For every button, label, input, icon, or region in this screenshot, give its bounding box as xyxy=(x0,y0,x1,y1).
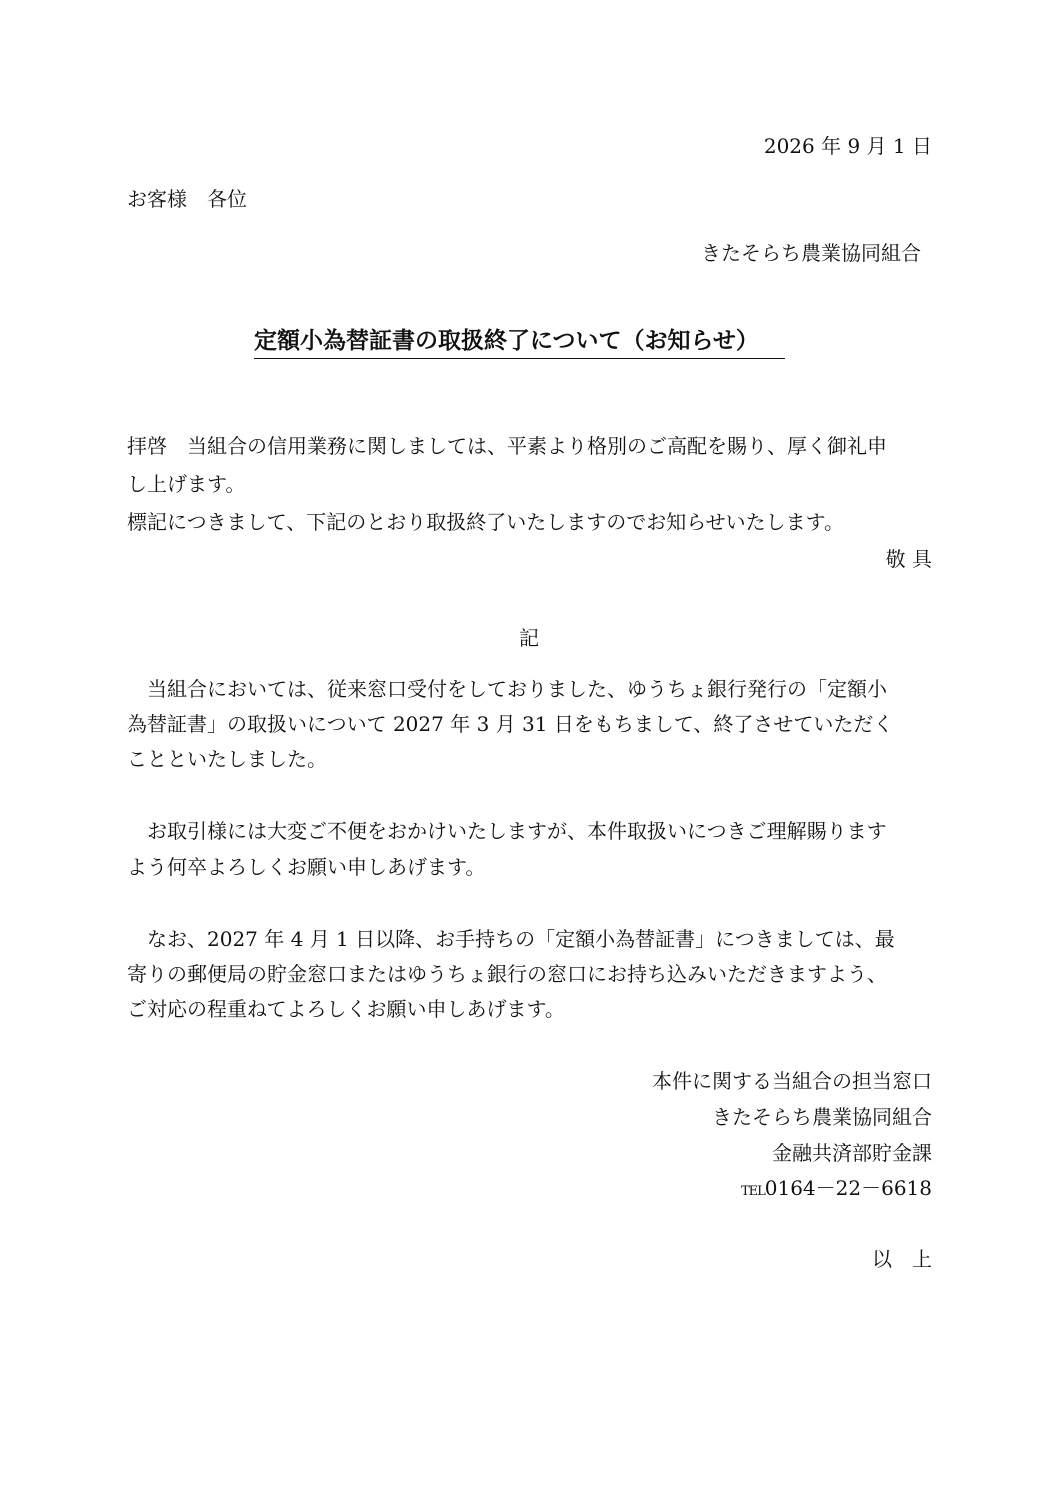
greeting-line: 拝啓 当組合の信用業務に関しましては、平素より格別のご高配を賜り、厚く御礼申 xyxy=(127,434,887,458)
paragraph-line: ことといたしました。 xyxy=(127,747,327,771)
greeting-line: し上げます。 xyxy=(127,472,246,496)
paragraph-line: 寄りの郵便局の貯金窓口またはゆうちょ銀行の窓口にお持ち込みいただきますよう、 xyxy=(127,962,887,986)
document-date: 2026 年 9 月 1 日 xyxy=(763,134,932,158)
contact-heading: 本件に関する当組合の担当窓口 xyxy=(652,1069,932,1093)
paragraph-line: よう何卒よろしくお願い申しあげます。 xyxy=(127,855,486,879)
closing-keigu: 敬 具 xyxy=(885,547,932,571)
ending-ijou: 以 上 xyxy=(872,1247,932,1271)
recipient: お客様 各位 xyxy=(127,187,247,211)
sender: きたそらち農業協同組合 xyxy=(701,241,921,265)
paragraph-line: お取引様には大変ご不便をおかけいたしますが、本件取扱いにつきご理解賜ります xyxy=(127,819,887,843)
contact-organization: きたそらち農業協同組合 xyxy=(712,1105,932,1129)
paragraph-line: ご対応の程重ねてよろしくお願い申しあげます。 xyxy=(127,997,565,1021)
tel-number: 0164－22－6618 xyxy=(764,1176,932,1200)
greeting-line: 標記につきまして、下記のとおり取扱終了いたしますのでお知らせいたします。 xyxy=(127,510,844,534)
contact-department: 金融共済部貯金課 xyxy=(772,1141,932,1165)
tel-prefix: TEL xyxy=(740,1184,765,1199)
paragraph-line: 当組合においては、従来窓口受付をしておりました、ゆうちょ銀行発行の「定額小 xyxy=(127,677,887,701)
page-title: 定額小為替証書の取扱終了について（お知らせ） xyxy=(254,326,785,359)
ki-heading: 記 xyxy=(519,626,539,650)
paragraph-line: なお、2027 年 4 月 1 日以降、お手持ちの「定額小為替証書」につきましては、最 xyxy=(127,927,895,951)
contact-tel xyxy=(741,1172,932,1201)
paragraph-line: 為替証書」の取扱いについて 2027 年 3 月 31 日をもちまして、終了させていただく xyxy=(127,712,894,736)
